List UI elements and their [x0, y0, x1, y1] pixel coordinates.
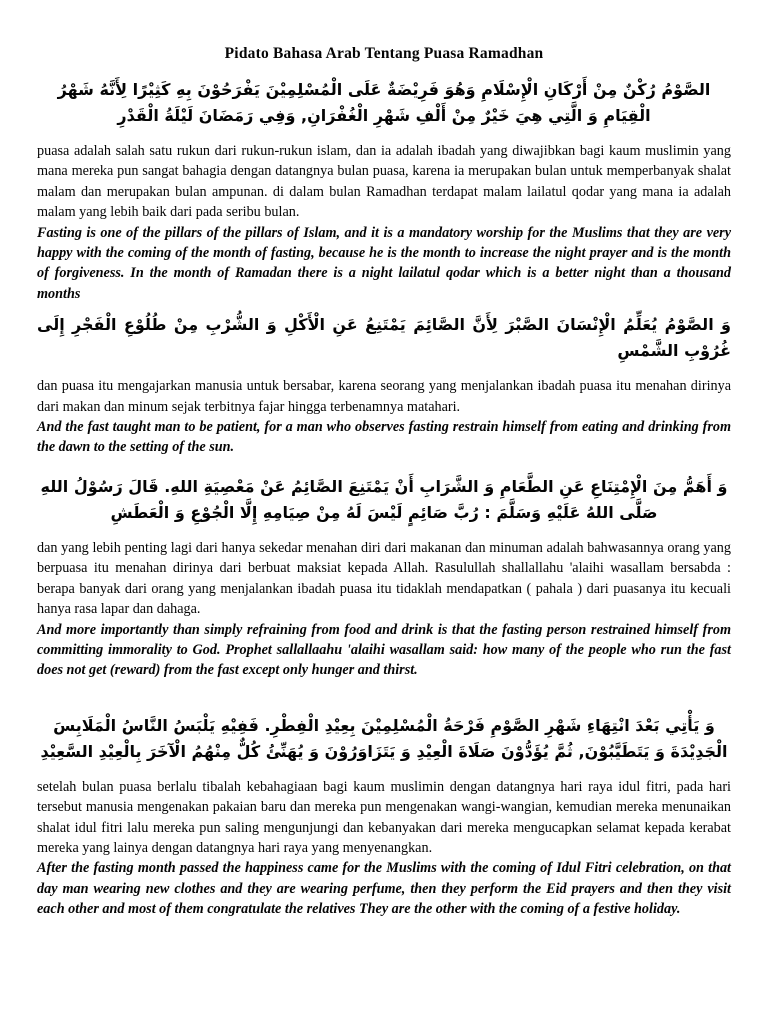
- section-4: [37, 713, 731, 920]
- section-3: [37, 474, 731, 681]
- indonesian-paragraph-3: dan yang lebih penting lagi dari hanya sekedar menahan diri dari makanan dan minuman adalah bahwasannya orang yang berpuasa itu menahan dirinya dari berbuat maksiat kepada Allah. Rasulullah shallallahu 'alaihi wasallam bersabda : berapa banyak dari orang yang menjalankan ibadah puasa itu tidaklah mendapatkan ( pahala ) dari puasanya itu kecuali hanya rasa lapar dan dahaga.: [37, 539, 731, 618]
- indonesian-paragraph-1: puasa adalah salah satu rukun dari rukun-rukun islam, dan ia adalah ibadah yang diwajibkan bagi kaum muslimin yang mana mereka pun sangat bahagia dengan datangnya bulan puasa, karena ia merupakan bulan untuk memperbanyak shalat malam dan merupakan bulan ampunan. di dalam bulan Ramadhan terdapat malam lailatul qodar yang mana ia adalah malam yang lebih baik dari pada seribu bulan.: [37, 143, 731, 221]
- document-title: Pidato Bahasa Arab Tentang Puasa Ramadhan: [224, 45, 544, 62]
- arabic-paragraph-1: الصَّوْمُ رُكْنٌ مِنْ أَرْكَانِ الْإِسْلَامِ وَهُوَ فَرِيْضَةٌ عَلَى الْمُسْلِمِيْنَ يَفْرَحُوْنَ بِهِ كَثِيْرًا لِأَنَّهُ شَهْرُ الْقِيَامِ وَ الَّتِي هِيَ خَيْرٌ مِنْ أَلْفِ شَهْرِ الْغُفْرَانِ, وَفِي رَمَضَانَ لَيْلَةُ الْقَدْرِ: [57, 80, 711, 125]
- arabic-paragraph-4: وَ يَأْتِي بَعْدَ انْتِهَاءِ شَهْرِ الصَّوْمِ فَرْحَةُ الْمُسْلِمِيْنَ بِعِيْدِ الْفِطْرِ. فَفِيْهِ يَلْبَسُ النَّاسُ الْمَلَابِسَ الْجَدِيْدَةَ وَ يَتَطَيَّبُوْنَ, ثُمَّ يُؤَدُّوْنَ صَلَاةَ الْعِيْدِ وَ يَتَزَاوَرُوْنَ وَ يُهَنِّئُ كُلٌّ مِنْهُمُ الْآخَرَ بِالْعِيْدِ السَّعِيْدِ: [40, 715, 728, 761]
- english-paragraph-1: Fasting is one of the pillars of the pillars of Islam, and it is a mandatory worship for the Muslims that they are very happy with the coming of the month of fasting, because he is the month to increase the night prayer and is the month of forgiveness. In the month of Ramadan there is a night lailatul qodar which is a better night than a thousand months: [37, 224, 731, 302]
- english-paragraph-2: And the fast taught man to be patient, for a man who observes fasting restrain himself from eating and drinking from the dawn to the setting of the sun.: [37, 419, 731, 456]
- arabic-paragraph-2: وَ الصَّوْمُ يُعَلِّمُ الْإِنْسَانَ الصَّبْرَ لِأَنَّ الصَّائِمَ يَمْتَنِعُ عَنِ الْأَكْلِ وَ الشُّرْبِ مِنْ طُلُوْعِ الْفَجْرِ إِلَى غُرُوْبِ الشَّمْسِ: [37, 315, 731, 361]
- arabic-paragraph-3: وَ أَهَمُّ مِنَ الْإِمْتِنَاعِ عَنِ الطَّعَامِ وَ الشَّرَابِ أَنْ يَمْتَنِعَ الصَّائِمُ عَنْ مَعْصِيَةِ اللهِ. قَالَ رَسُوْلُ اللهِ صَلَّى اللهُ عَلَيْهِ وَسَلَّمَ : رُبَّ صَائِمٍ لَيْسَ لَهُ مِنْ صِيَامِهِ إِلَّا الْجُوْعِ وَ الْعَطَشِ: [40, 476, 728, 522]
- indonesian-paragraph-2: dan puasa itu mengajarkan manusia untuk bersabar, karena seorang yang menjalankan ibadah puasa itu menahan dirinya dari makan dan minum sejak terbitnya fajar hingga terbenamnya matahari.: [37, 378, 731, 415]
- section-2: [37, 312, 731, 458]
- english-paragraph-3: And more importantly than simply refraining from food and drink is that the fasting person restrained himself from committing immorality to God. Prophet sallallaahu 'alaihi wasallam said: how many of the people who run the fast does not get (reward) from the fast except only hunger and thirst.: [37, 621, 731, 679]
- indonesian-paragraph-4: setelah bulan puasa berlalu tibalah kebahagiaan bagi kaum muslimin dengan datangnya hari raya idul fitri, pada hari tersebut manusia mengenakan pakaian baru dan mereka pun mengenakan wangi-wangian, kemudian mereka menunaikan shalat idul fitri lalu mereka pun saling mengunjungi dan kebanyakan dari mereka mengucapkan selamat kepada kerabat mereka yang lainya dengan datangnya hari raya yang menyenangkan.: [37, 778, 731, 856]
- section-1: [37, 77, 731, 304]
- english-paragraph-4: After the fasting month passed the happiness came for the Muslims with the coming of Idul Fitri celebration, on that day man wearing new clothes and they are wearing perfume, then they perform the Eid prayers and then they visit each other and most of them congratulate the relatives They are the other with the coming of a festive holiday.: [37, 860, 731, 918]
